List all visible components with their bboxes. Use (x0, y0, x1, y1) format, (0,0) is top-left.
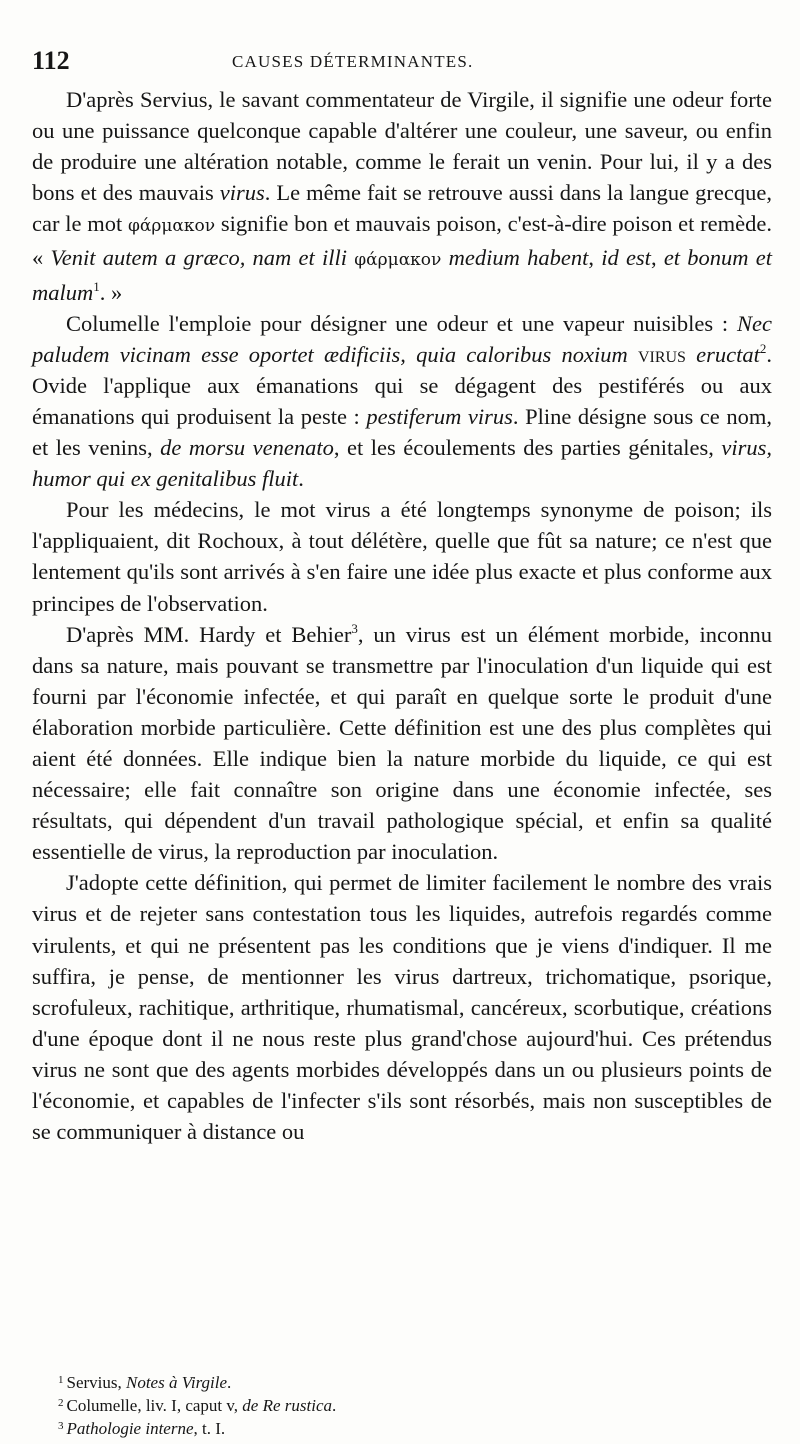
text-run: D'après Servius, le savant commentateur de Virgile, il signifie une odeur forte ou une puissance quelconque capable d'altérer une couleur, une saveur, ou enfin de produire une altération notable, comme le ferait un venin. Pour lui, il y a des bons et des mauvais (32, 87, 772, 206)
greek-word: φάρμακον (127, 216, 216, 237)
text-run: Pour les médecins, le mot virus a été longtemps synonyme de poison; ils l'appliquaient, dit Rochoux, à tout délétère, quelle que fût sa nature; ce n'est que lentement qu'ils sont arrivés à s'en faire une idée plus exacte et plus conforme aux principes de l'observation. (32, 497, 772, 616)
italic-text: Notes à Virgile (126, 1373, 228, 1392)
italic-text: pestiferum virus (366, 403, 513, 429)
text-run: Columelle, liv. I, caput v, (66, 1396, 243, 1415)
paragraph-definition (32, 867, 772, 1147)
italic-text: id est (601, 245, 651, 271)
footnote-2 (32, 1393, 772, 1416)
text-run: Columelle l'emploie pour désigner une odeur et une vapeur nuisibles : (66, 310, 738, 336)
paragraph-servius (32, 84, 772, 308)
footnote-3 (32, 1416, 772, 1439)
text-run: . (332, 1396, 337, 1415)
footnote-mark: 2 (58, 1397, 64, 1409)
greek-word: φάρμακον (354, 250, 442, 271)
footnote-1 (32, 1370, 772, 1393)
text-run: . » (99, 279, 123, 305)
text-run: , (650, 245, 664, 271)
paragraph-hardy-behier (32, 619, 772, 868)
italic-text: de Re rustica (242, 1396, 332, 1415)
text-run: . Pline désigne sous ce nom, et les venins, (32, 403, 772, 461)
italic-text: medium habent (441, 245, 589, 271)
text-run: . (227, 1373, 232, 1392)
italic-text: eructat (696, 341, 760, 367)
text-run: J'adopte cette définition, qui permet de limiter facilement le nombre des vrais virus et de rejeter sans contestation tous les liquides, autrefois regardés comme virulents, et qui ne présentent pas les conditions que je viens d'indiquer. Il me suffira, je pense, de mentionner les virus dartreux, trichomatique, psorique, scrofuleux, rachitique, arthritique, rhumatismal, cancéreux, scorbutique, créations d'une époque dont il ne nous reste plus grand'chose aujourd'hui. Ces prétendus virus ne sont que des agents morbides développés dans un ou plusieurs points de l'économie, et capables de l'infecter s'ils sont résorbés, mais non susceptibles de se communiquer à distance ou (32, 870, 772, 1145)
page-number: 112 (32, 46, 70, 75)
italic-text: Pathologie interne (66, 1419, 194, 1438)
italic-text: et bonum et malum (32, 245, 773, 305)
paragraph-columelle (32, 308, 772, 495)
footnote-reference: 3 (351, 620, 358, 636)
running-title: CAUSES DÉTERMINANTES. (232, 52, 474, 71)
italic-text: de morsu venenato (160, 435, 334, 461)
footnotes (32, 1370, 772, 1439)
footnote-reference: 1 (93, 278, 100, 294)
paragraph-medecins (32, 494, 772, 618)
italic-text: virus (219, 180, 265, 206)
text-run: . Le même fait se retrouve aussi dans la langue grecque, car le mot (32, 180, 772, 237)
footnote-mark: 3 (58, 1420, 64, 1432)
text-run: signifie bon et mauvais poison, c'est-à-dire poison et remède. « (32, 211, 772, 271)
small-caps-text: virus (637, 341, 686, 367)
text-run: , t. I. (193, 1419, 226, 1438)
footnote-mark: 1 (58, 1374, 64, 1386)
text-run: Servius, (66, 1373, 126, 1392)
text-run: D'après MM. Hardy et Behier (66, 621, 352, 647)
text-run: , et les écoulements des parties génitales, (333, 435, 722, 461)
text-run (686, 342, 696, 367)
italic-text: Venit autem a græco, nam et illi (50, 245, 355, 271)
running-head (32, 46, 772, 74)
footnote-reference: 2 (759, 340, 767, 356)
body-text (32, 84, 772, 1147)
text-run: . (298, 466, 304, 492)
italic-text: virus, humor qui ex genitalibus fluit (32, 435, 773, 492)
text-run: . Ovide l'applique aux émanations qui se dégagent des pestiférés ou aux émanations qui produisent la peste : (32, 341, 773, 429)
italic-text: Nec paludem vicinam esse oportet ædificiis, quia caloribus noxium (32, 310, 772, 367)
text-run (628, 342, 638, 367)
text-run: , un virus est un élément morbide, inconnu dans sa nature, mais pouvant se transmettre par l'inoculation d'un liquide qui est fourni par l'économie infectée, et qui paraît en quelque sorte le produit d'une élaboration morbide particulière. Cette définition est une des plus complètes qui aient été données. Elle indique bien la nature morbide du liquide, ce qui est nécessaire; elle fait connaître son origine dans une économie infectée, ses résultats, qui dépendent d'un travail pathologique spécial, et enfin sa qualité essentielle de virus, la reproduction par inoculation. (32, 621, 772, 865)
text-run: , (588, 245, 602, 271)
